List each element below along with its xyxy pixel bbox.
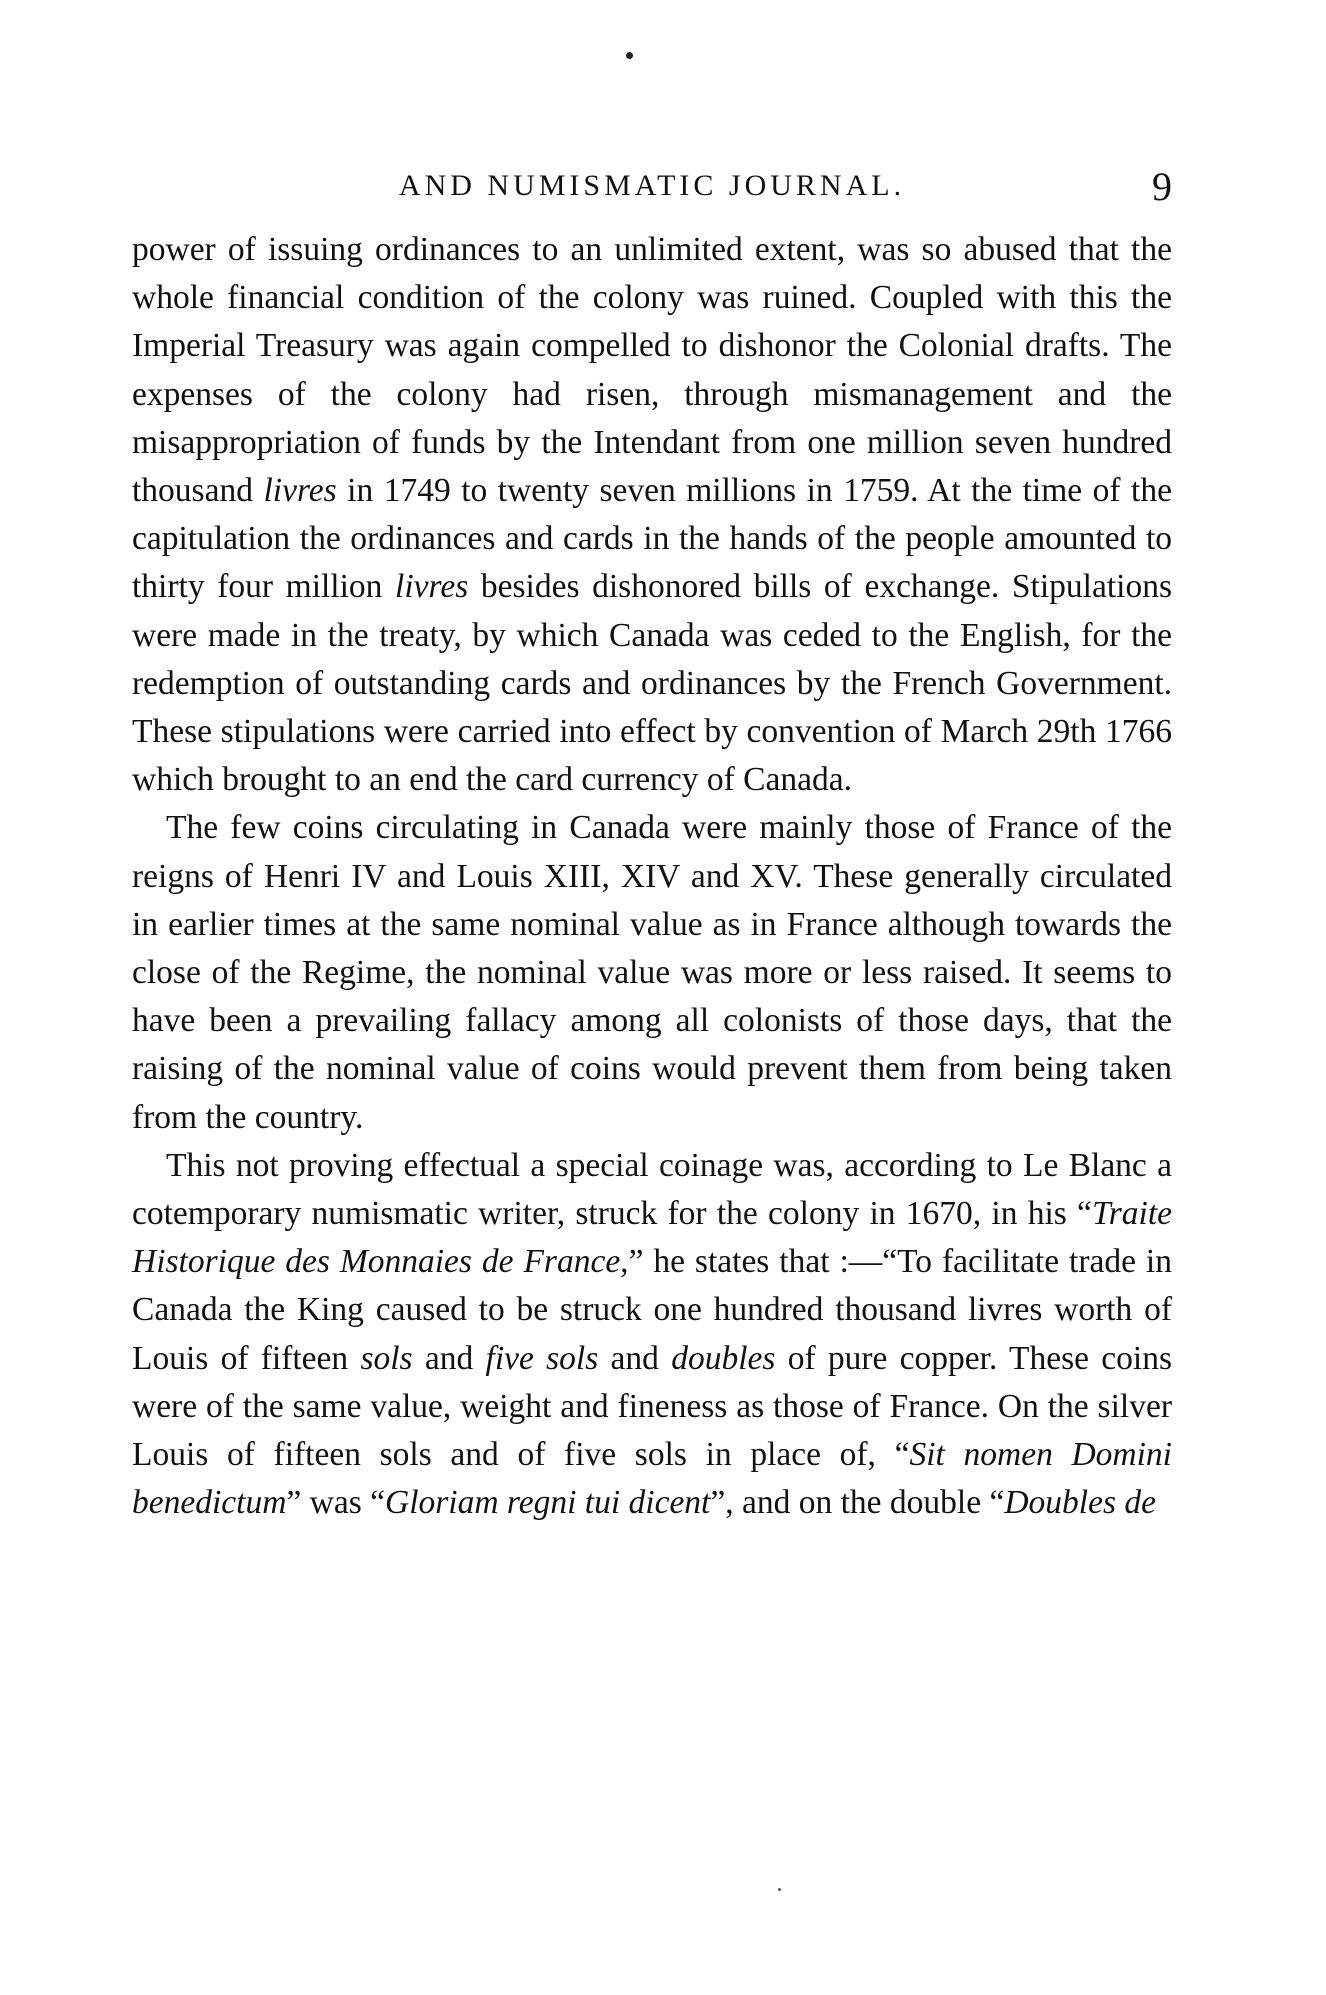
print-speck-bottom	[778, 1888, 781, 1891]
italic-text: Doubles de	[1004, 1484, 1156, 1522]
text-run: and	[598, 1339, 672, 1377]
text-run: ” was “	[286, 1484, 386, 1522]
italic-text: five sols	[485, 1339, 599, 1377]
text-run: of pure copper. These coins were of the same value, weight and fineness as those of France. On the silver Louis of fifteen sols and of five sols in place of, “	[132, 1339, 1172, 1474]
italic-text: livres	[395, 568, 469, 606]
print-speck-top	[626, 52, 633, 59]
paragraph-card-currency	[132, 226, 1172, 804]
text-run: ” he states that :—“To facilitate trade in Canada the King caused to be struck one hundred thousand livres worth of Louis of fifteen	[132, 1243, 1172, 1377]
text-run: ”, and on the double “	[710, 1484, 1005, 1522]
text-run: The few coins circulating in Canada were mainly those of France of the reigns of Henri IV and Louis XIII, XIV and XV. These generally circulated in earlier times at the same nominal value as in France although towards the close of the Regime, the nominal value was more or less raised. It seems to have been a prevailing fallacy among all colonists of those days, that the raising of the nominal value of coins would prevent them from being taken from the country.	[132, 809, 1172, 1136]
running-title: AND NUMISMATIC JOURNAL.	[398, 169, 906, 202]
text-run: in 1749 to twenty seven millions in 1759. At the time of the capitulation the ordinances and cards in the hands of the people amounted to thirty four million	[132, 472, 1172, 606]
italic-text: Gloriam regni tui dicent	[385, 1484, 711, 1522]
paragraph-french-coins	[132, 804, 1172, 1141]
text-run: This not proving effectual a special coinage was, according to Le Blanc a cotemporary numismatic writer, struck for the colony in 1670, in his “	[132, 1146, 1172, 1233]
page-number: 9	[1152, 164, 1172, 209]
italic-text: livres	[263, 472, 337, 510]
italic-text: Traite Historique des Monnaies de France,	[132, 1195, 1172, 1281]
paragraph-special-coinage	[132, 1142, 1172, 1528]
text-run: and	[412, 1339, 486, 1377]
italic-text: sols	[360, 1339, 413, 1377]
text-run: besides dishonored bills of exchange. Stipulations were made in the treaty, by which Canada was ceded to the English, for the redemption of outstanding cards and ordinances by the French Government. These stipulations were carried into effect by convention of March 29th 1766 which brought to an end the card currency of Canada.	[132, 568, 1172, 799]
italic-text: Sit nomen Domini benedictum	[132, 1436, 1172, 1522]
running-head	[132, 163, 1172, 223]
italic-text: doubles	[671, 1339, 776, 1377]
text-run: power of issuing ordinances to an unlimited extent, was so abused that the whole financial condition of the colony was ruined. Coupled with this the Imperial Treasury was again compelled to dishonor the Colonial drafts. The expenses of the colony had risen, through mismanagement and the misappropriation of funds by the Intendant from one million seven hundred thousand	[132, 231, 1172, 510]
body-text	[132, 226, 1172, 1527]
